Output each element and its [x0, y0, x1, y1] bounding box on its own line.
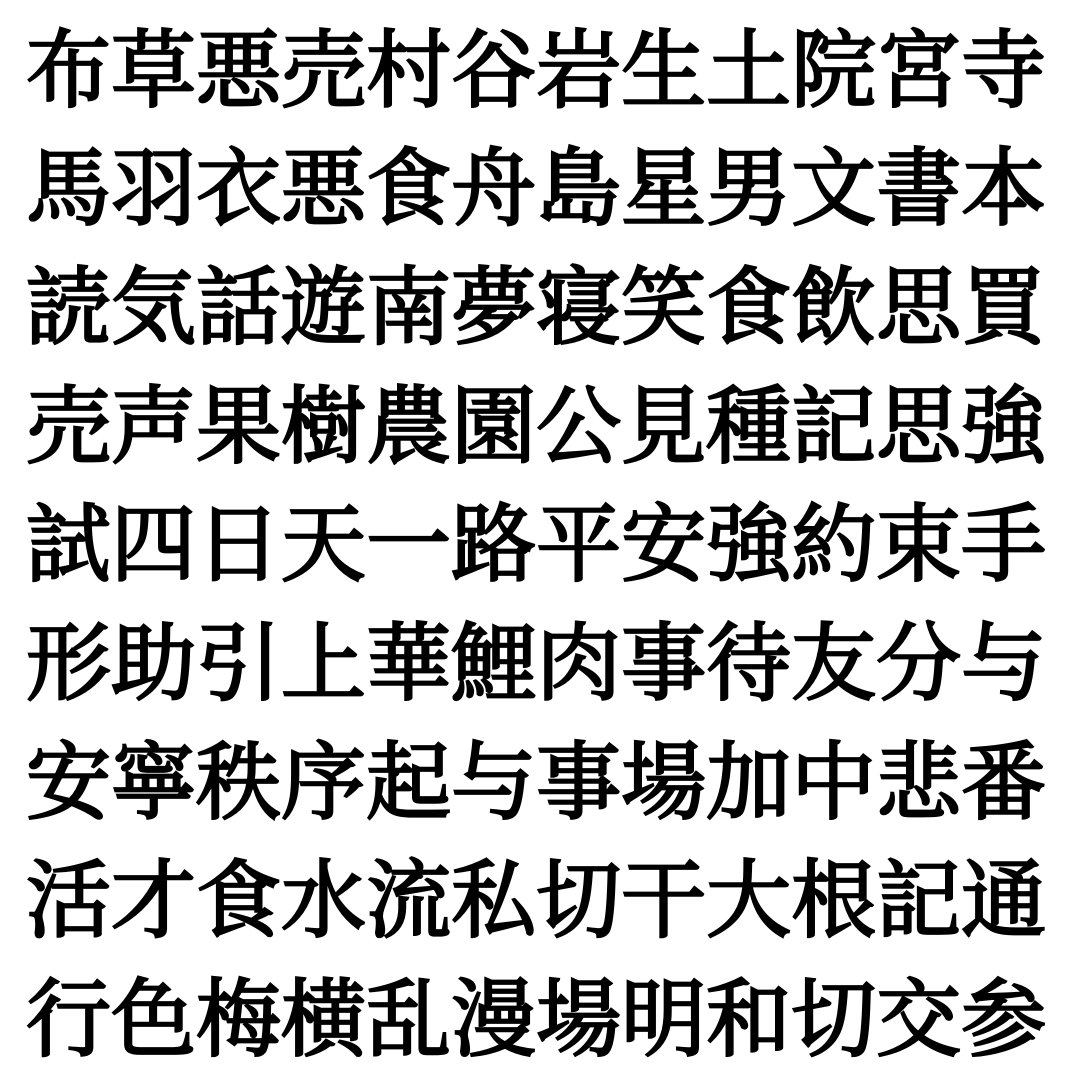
kanji-char: 悲	[876, 732, 962, 833]
kanji-char: 和	[706, 970, 792, 1071]
kanji-char: 星	[621, 139, 707, 240]
kanji-char: 寧	[111, 732, 197, 833]
kanji-char: 与	[961, 614, 1047, 715]
kanji-char: 土	[706, 20, 792, 121]
kanji-char: 天	[281, 495, 367, 596]
kanji-char: 果	[196, 376, 282, 477]
kanji-char: 種	[706, 376, 792, 477]
kanji-char: 試	[26, 495, 112, 596]
kanji-char: 安	[621, 495, 707, 596]
kanji-char: 流	[366, 851, 452, 952]
kanji-char: 宮	[876, 20, 962, 121]
kanji-char: 序	[281, 732, 367, 833]
kanji-char: 気	[111, 258, 197, 359]
kanji-char: 切	[536, 851, 622, 952]
kanji-char: 水	[281, 851, 367, 952]
kanji-char: 交	[876, 970, 962, 1071]
kanji-char: 強	[961, 376, 1047, 477]
kanji-char: 男	[706, 139, 792, 240]
kanji-char: 私	[451, 851, 537, 952]
kanji-char: 羽	[111, 139, 197, 240]
kanji-char: 話	[196, 258, 282, 359]
kanji-char: 読	[26, 258, 112, 359]
kanji-char: 悪	[281, 139, 367, 240]
kanji-char: 衣	[196, 139, 282, 240]
kanji-char: 寝	[536, 258, 622, 359]
kanji-char: 食	[366, 139, 452, 240]
kanji-char: 事	[621, 614, 707, 715]
kanji-row-6	[26, 605, 1046, 724]
kanji-char: 切	[791, 970, 877, 1071]
kanji-char: 平	[536, 495, 622, 596]
kanji-char: 色	[111, 970, 197, 1071]
kanji-char: 書	[876, 139, 962, 240]
kanji-char: 岩	[536, 20, 622, 121]
kanji-char: 漫	[451, 970, 537, 1071]
kanji-char: 南	[366, 258, 452, 359]
kanji-char: 加	[706, 732, 792, 833]
kanji-char: 明	[621, 970, 707, 1071]
kanji-char: 華	[366, 614, 452, 715]
kanji-char: 谷	[451, 20, 537, 121]
kanji-char: 農	[366, 376, 452, 477]
kanji-char: 樹	[281, 376, 367, 477]
kanji-char: 声	[111, 376, 197, 477]
kanji-char: 笑	[621, 258, 707, 359]
kanji-char: 記	[876, 851, 962, 952]
kanji-char: 村	[366, 20, 452, 121]
kanji-char: 院	[791, 20, 877, 121]
kanji-char: 記	[791, 376, 877, 477]
kanji-char: 約	[791, 495, 877, 596]
kanji-char: 横	[281, 970, 367, 1071]
kanji-char: 鯉	[451, 614, 537, 715]
kanji-char: 四	[111, 495, 197, 596]
kanji-char: 上	[281, 614, 367, 715]
kanji-char: 飲	[791, 258, 877, 359]
kanji-char: 売	[26, 376, 112, 477]
kanji-char: 思	[876, 376, 962, 477]
kanji-char: 友	[791, 614, 877, 715]
kanji-char: 分	[876, 614, 962, 715]
kanji-char: 参	[961, 970, 1047, 1071]
kanji-char: 束	[876, 495, 962, 596]
kanji-char: 見	[621, 376, 707, 477]
kanji-char: 布	[26, 20, 112, 121]
kanji-char: 場	[621, 732, 707, 833]
kanji-char: 食	[196, 851, 282, 952]
kanji-char: 秩	[196, 732, 282, 833]
kanji-char: 悪	[196, 20, 282, 121]
kanji-char: 中	[791, 732, 877, 833]
kanji-char: 売	[281, 20, 367, 121]
kanji-char: 待	[706, 614, 792, 715]
kanji-char: 園	[451, 376, 537, 477]
kanji-row-5	[26, 487, 1046, 606]
kanji-char: 起	[366, 732, 452, 833]
kanji-char: 梅	[196, 970, 282, 1071]
kanji-char: 公	[536, 376, 622, 477]
kanji-char: 干	[621, 851, 707, 952]
kanji-char: 寺	[961, 20, 1047, 121]
kanji-char: 夢	[451, 258, 537, 359]
kanji-char: 馬	[26, 139, 112, 240]
kanji-char: 事	[536, 732, 622, 833]
kanji-char: 本	[961, 139, 1047, 240]
kanji-char: 強	[706, 495, 792, 596]
kanji-char: 活	[26, 851, 112, 952]
kanji-char: 島	[536, 139, 622, 240]
kanji-char: 才	[111, 851, 197, 952]
kanji-char: 生	[621, 20, 707, 121]
kanji-char: 舟	[451, 139, 537, 240]
kanji-char: 引	[196, 614, 282, 715]
kanji-char: 買	[961, 258, 1047, 359]
kanji-char: 肉	[536, 614, 622, 715]
kanji-char: 遊	[281, 258, 367, 359]
kanji-char: 日	[196, 495, 282, 596]
kanji-char: 形	[26, 614, 112, 715]
kanji-char: 与	[451, 732, 537, 833]
kanji-char: 食	[706, 258, 792, 359]
kanji-char: 路	[451, 495, 537, 596]
kanji-row-9	[26, 961, 1046, 1080]
kanji-char: 安	[26, 732, 112, 833]
kanji-row-1	[26, 12, 1046, 131]
kanji-row-2	[26, 131, 1046, 250]
kanji-char: 助	[111, 614, 197, 715]
kanji-char: 手	[961, 495, 1047, 596]
kanji-char: 一	[366, 495, 452, 596]
kanji-char: 根	[791, 851, 877, 952]
kanji-char: 行	[26, 970, 112, 1071]
kanji-char: 通	[961, 851, 1047, 952]
kanji-char: 乱	[366, 970, 452, 1071]
kanji-char: 場	[536, 970, 622, 1071]
kanji-char: 文	[791, 139, 877, 240]
kanji-char: 思	[876, 258, 962, 359]
kanji-row-4	[26, 368, 1046, 487]
kanji-row-8	[26, 843, 1046, 962]
kanji-char: 大	[706, 851, 792, 952]
kanji-char: 草	[111, 20, 197, 121]
kanji-char: 番	[961, 732, 1047, 833]
kanji-row-3	[26, 249, 1046, 368]
kanji-row-7	[26, 724, 1046, 843]
